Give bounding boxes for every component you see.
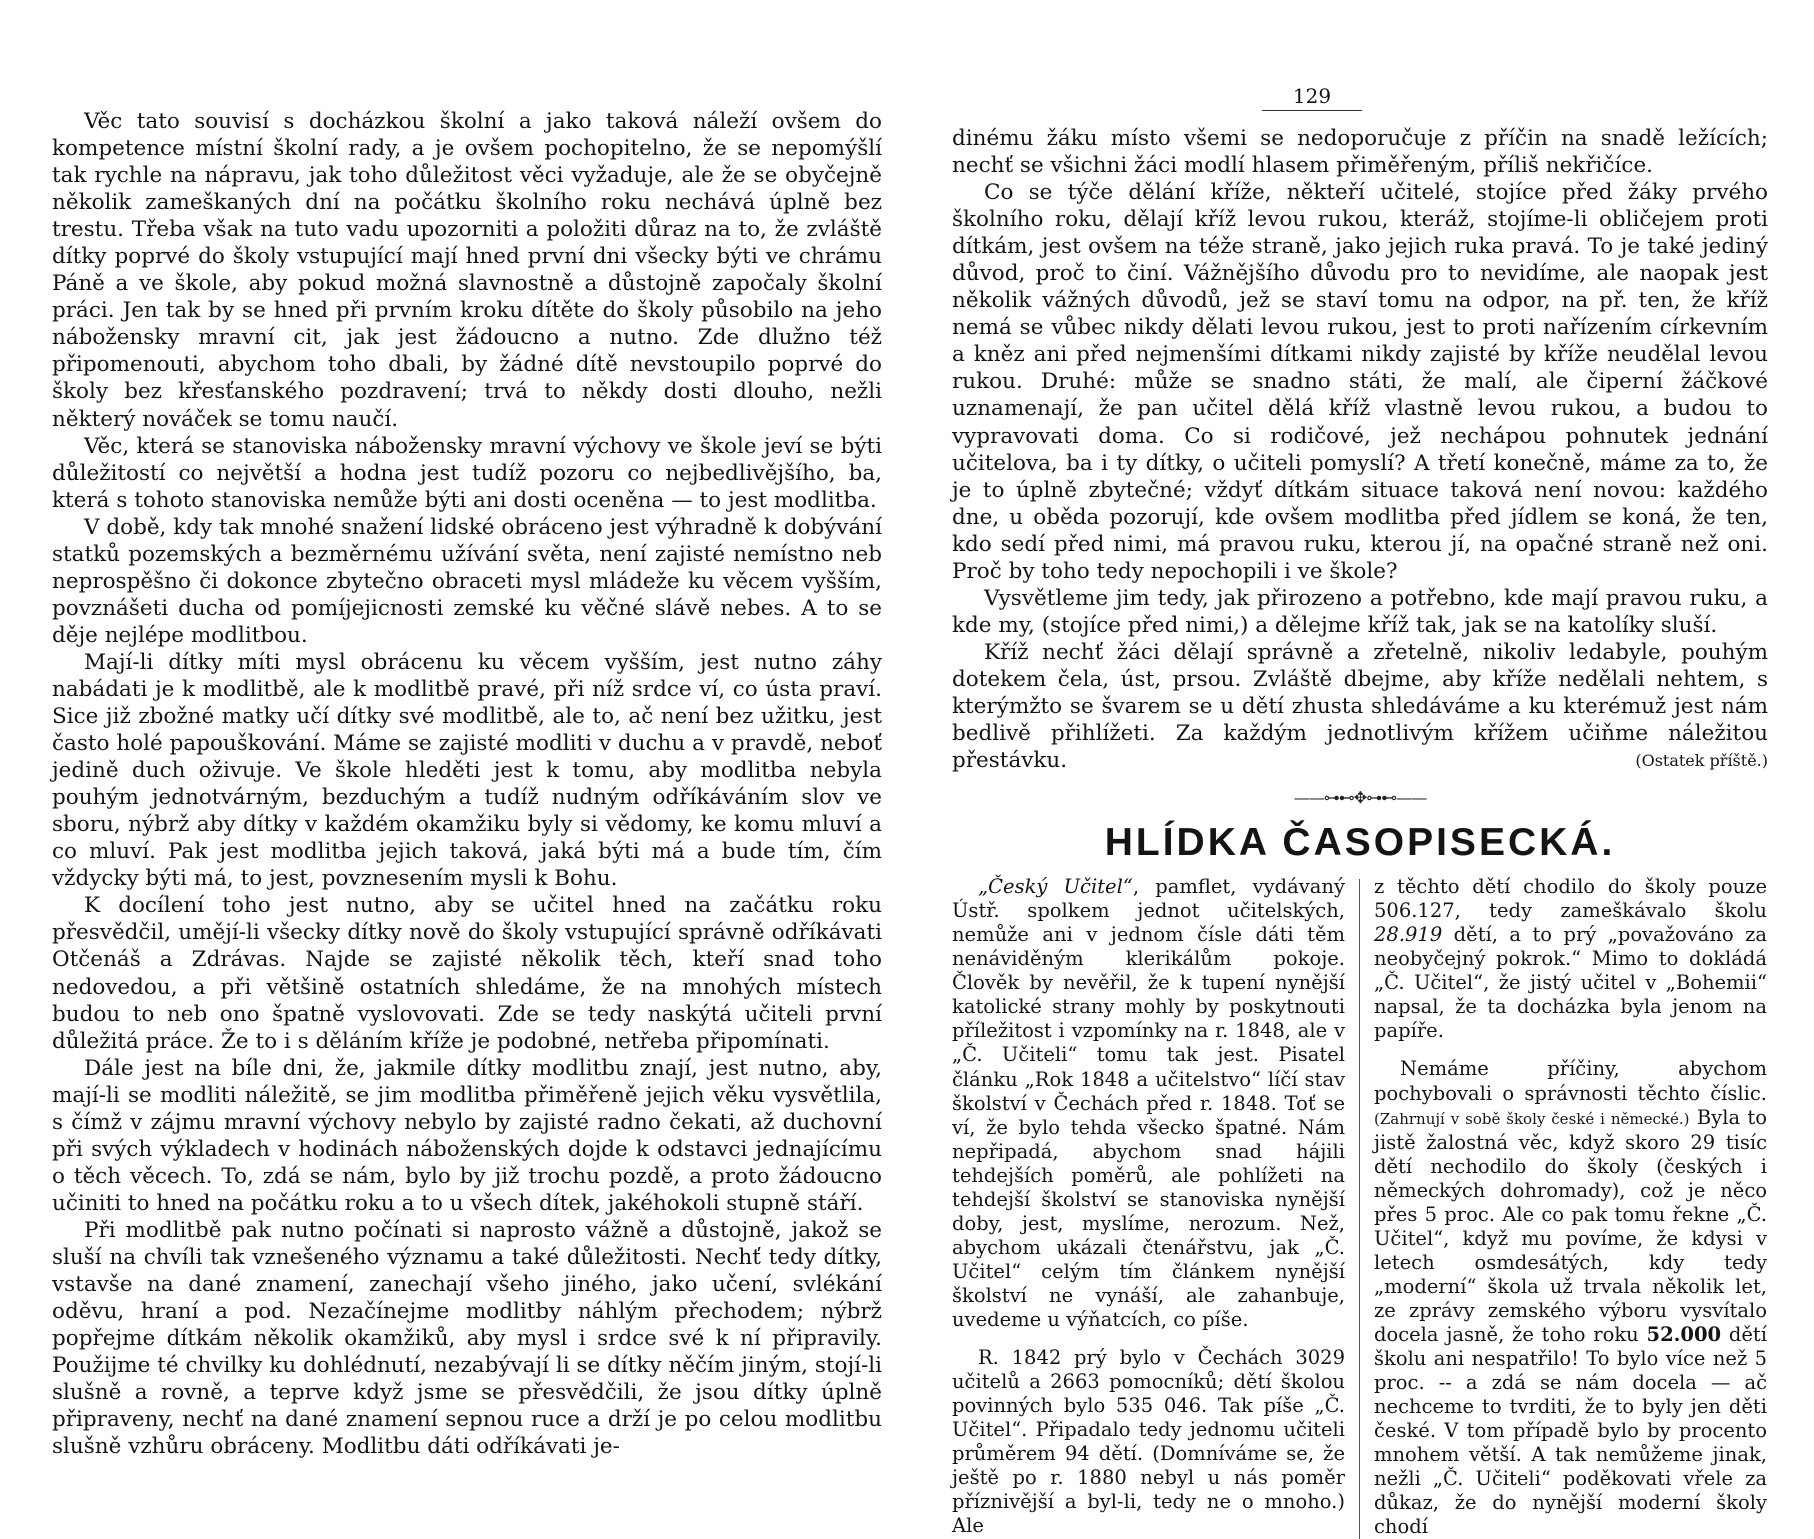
bold-number: 52.000 xyxy=(1646,1322,1722,1346)
paragraph-text: dětí, a to prý „považováno za neobyčejný pokrok.“ Mimo to dokládá „Č. Učitel“, že jistý učitel v „Bohemii“ napsal, že ta docházka byla jenom na papíře. xyxy=(1374,923,1767,1043)
section-title: HLÍDKA ČASOPISECKÁ. xyxy=(1104,821,1616,865)
paragraph: K docílení toho jest nutno, aby se učitel hned na začátku roku přesvědčil, umějí-li všecky dítky nově do školy vstupující správně odříkávati Otčenáš a Zdrávas. Najde se zajisté několik těch, kteří snad toho nedovedou, a při většině ostatních shledáme, že na mnohých místech budou to neb ono špatně vyslovovati. Zde se tedy naskýtá učiteli první důležitá práce. Že to i s děláním kříže je podobné, netřeba připomínati. xyxy=(52,893,882,1054)
paragraph: Při modlitbě pak nutno počínati si naprosto vážně a důstojně, jakož se sluší na chvíli tak vznešeného významu a také důležitosti. Nechť tedy dítky, vstavše na dané znamení, zanechají všeho jiného, jako učení, svlékání oděvu, hraní a pod. Nezačínejme modlitby náhlým přechodem; nýbrž popřejme dítkám několik okamžiků, aby mysl i srdce své k ní připravily. Použijme té chvilky ku dohlédnutí, nezabývají li se dítky něčím jiným, stojí-li slušně a rovně, a teprve když jsme se přesvědčili, že jsou dítky úplně připraveny, nechť na dané znamení sepnou ruce a drží je po celou modlitbu slušně vzhůru obráceny. Modlitbu dáti odříkávati je- xyxy=(52,1217,882,1460)
paragraph-text: , pamflet, vydávaný Ústř. spolkem jednot učitelských, nemůže ani v jednom čísle dáti těm nenáviděným klerikálům pokoje. Člověk by nevěřil, že k tupení nynější katolické strany mohly by poskytnouti příležitost i vzpomínky na r. 1848, ale v „Č. Učiteli“ tomu tak jest. Pisatel článku „Rok 1848 a učitelstvo“ líčí stav školství v Čechách před r. 1848. Toť se ví, že bylo tehda všecko špatné. Nám nepřipadá, abychom snad hájili tehdejších poměrů, ale pohlížeti na tehdejší školství se stanoviska nynější doby, jest, myslíme, nerozum. Než, abychom ukázali čtenářstvu, jak „Č. Učitel“ celým tím článkem nynější školství ne vynáší, ale zahanbuje, uvedeme u výňatcích, co píše. xyxy=(952,875,1345,1331)
continued-note: (Ostatek příště.) xyxy=(1635,751,1768,771)
paragraph: Kříž nechť žáci dělají správně a zřetelně, nikoliv ledabyle, pouhým dotekem čela, úst, prsou. Zvláště dbejme, aby kříže nedělali nehtem, s kterýmžto se švarem se u dětí zhusta shledáváme a ku kterémuž jest nám bedlivě přihlížeti. Za každým jednotlivým křížem učiňme náležitou přestávku. xyxy=(952,639,1768,774)
two-column-section xyxy=(952,875,1768,1539)
paragraph: Věc tato souvisí s docházkou školní a jako taková náleží ovšem do kompetence místní školní rady, a je ovšem pochopitelno, že se nepomýšlí tak rychle na nápravu, jak toho důležitost věci vyžaduje, ale že se obyčejně několik zameškaných dní na počátku školního roku nechává úplně bez trestu. Třeba však na tuto vadu upozorniti a položiti důraz na to, že zvláště dítky poprvé do školy vstupující mají hned první dni všecky býti ve chrámu Páně a ve škole, aby pokud možná slavnostně a důstojně započaly školní práci. Jen tak by se hned při prvním kroku dítěte do školy působilo na jeho nábožensky mravní cit, jak jest žádoucno a nutno. Zde dlužno též připomenouti, abychom toho dbali, by žádné dítě nevstoupilo poprvé do školy bez křesťanského pozdravení; trvá to někdy dosti dlouho, nežli některý nováček se tomu naučí. xyxy=(52,109,882,432)
column-paragraph xyxy=(952,875,1345,1332)
page-number: 129 xyxy=(1262,84,1362,111)
paragraph-with-note xyxy=(952,639,1768,774)
paragraph: Mají-li dítky míti mysl obrácenu ku věcem vyšším, jest nutno záhy nabádati je k modlitbě, ale k modlitbě pravé, při níž srdce ví, co ústa praví. Sice již zbožné matky učí dítky své modlitbě, ale to, ač není bez užitku, jest často holé papouškování. Máme se zajisté modliti v duchu a v pravdě, neboť jedině duch oživuje. Ve škole hleděti jest k tomu, aby modlitba nebyla pouhým jednotvárným, bezduchým a tudíž nudným odříkáváním slov ve sboru, nýbrž aby dítky v každém okamžiku byly si vědomy, ke komu mluví a co mluví. Pak jest modlitba jejich taková, jaká býti má a bude tím, čím vždycky býti má, to jest, povznesením mysli k Bohu. xyxy=(52,649,882,892)
paragraph: Vysvětleme jim tedy, jak přirozeno a potřebno, kde mají pravou ruku, a kde my, (stojíce před nimi,) a dělejme kříž tak, jak se na katolíky sluší. xyxy=(952,585,1768,638)
left-page xyxy=(52,108,882,1460)
paragraph-text: Nemáme příčiny, abychom pochybovali o správnosti těchto číslic. xyxy=(1374,1057,1767,1105)
paragraph: dinému žáku místo všemi se nedoporučuje z příčin na snadě ležících; nechť se všichni žáci modlí hlasem přiměřeným, příliš nekřičíce. xyxy=(952,126,1768,179)
paragraph-text: z těchto dětí chodilo do školy pouze 506.127, tedy zameškávalo školu xyxy=(1374,875,1767,923)
paragraph: Věc, která se stanoviska nábožensky mravní výchovy ve škole jeví se býti důležitostí co největší a hodna jest tudíž pozoru co nejbedlivějšího, ba, která s tohoto stanoviska nemůže býti ani dosti oceněna — to jest modlitba. xyxy=(52,433,882,513)
emphasized-number: 28.919 xyxy=(1374,923,1443,947)
column-divider xyxy=(1359,879,1360,1539)
column-right xyxy=(1374,875,1767,1539)
paragraph: V době, kdy tak mnohé snažení lidské obráceno jest výhradně k dobývání statků pozemských a bezměrnému užívání světa, není zajisté nemístno neb neprospěšno či dokonce zbytečno obraceti mysl mládeže ku věcem vyšším, povznášeti ducha od pomíjejicnosti zemské ku věčné slávě nebes. A to se děje nejlépe modlitbou. xyxy=(52,514,882,648)
article-continuation xyxy=(952,125,1768,774)
ornament-divider: ——⊶⊷✥⊶⊷—— xyxy=(1293,788,1427,808)
column-paragraph: R. 1842 prý bylo v Čechách 3029 učitelů a 2663 pomocníků; dětí školou povinných bylo 535 046. Tak píše „Č. Učitel“. Připadalo tedy jednomu učiteli průměrem 94 dětí. (Domníváme se, že ještě po r. 1880 nebyl u nás poměr příznivější a byl-li, tedy ne o mnoho.) Ale xyxy=(952,1346,1345,1538)
paragraph-text: dětí školu ani nespatřilo! To bylo více než 5 proc. -- a zdá se nám docela — ač nechceme to tvrditi, že to byly jen děti české. V tom případě bylo by procento mnohem větší. A tak nemůžeme jinak, nežli „Č. Učiteli“ poděkovati vřele za důkaz, že do nynější moderní školy chodí xyxy=(1374,1322,1768,1539)
small-text: (Zahrnují v sobě školy české i německé.) xyxy=(1374,1109,1690,1128)
right-page xyxy=(952,84,1768,1539)
column-paragraph xyxy=(1374,875,1767,1043)
paragraph-text: Byla to jistě žalostná věc, když skoro 29 tisíc dětí nechodilo do školy (českých i německých dohromady), což je něco přes 5 proc. Ale co pak tomu řekne „Č. Učitel“, když mu povíme, že kdysi v letech osmdesátých, kdy tedy „moderní“ škola už trvala několik let, ze zprávy zemského výboru vysvítalo docela jasně, že toho roku xyxy=(1374,1105,1767,1346)
paragraph: Dále jest na bíle dni, že, jakmile dítky modlitbu znají, jest nutno, aby, mají-li se modliti náležitě, se jim modlitba přiměřeně jejich věku vysvětlila, s čímž v zájmu mravní výchovy nebylo by zajisté radno čekati, až duchovní při svých výkladech v hodinách náboženských dojde k odstavci jednajícímu o těch věcech. To, zdá se nám, bylo by již trochu pozdě, a proto žádoucno učiniti to hned na počátku roku a to u všech dítek, jakéhokoli stupně stáří. xyxy=(52,1055,882,1216)
column-left xyxy=(952,875,1345,1539)
paragraph: Co se týče dělání kříže, někteří učitelé, stojíce před žáky prvého školního roku, dělají kříž levou rukou, kteráž, stojíme-li obličejem proti dítkám, jest ovšem na téže straně, jako jejich ruka pravá. To je také jediný důvod, proč to činí. Vážnějšího důvodu pro to nevidíme, ale naopak jest několik vážných důvodů, jež se staví tomu na odpor, na př. ten, že kříž nemá se vůbec nikdy dělati levou rukou, jest to proti nařízením církevním a kněz ani před nejmenšími dítkami nikdy zajisté by kříže neudělal levou rukou. Druhé: může se snadno státi, že malí, ale čiperní žáčkové uznamenají, že pan učitel dělá kříž vlastně levou rukou, a budou to vypravovati doma. Co si rodičové, jež nechápou pohnutek jednání učitelova, ba i ty dítky, o učiteli pomyslí? A třetí konečně, máme za to, že je to úplně zbytečné; vždyť dítkám situace taková není novou: každého dne, u oběda pozorují, kde ovšem modlitba před jídlem se koná, že ten, kdo sedí před nimi, má pravou ruku, kterou jí, na opačné straně než oni. Proč by toho tedy nepochopili i ve škole? xyxy=(952,180,1768,584)
periodical-title: „Český Učitel“ xyxy=(978,875,1133,899)
column-paragraph xyxy=(1374,1057,1767,1539)
